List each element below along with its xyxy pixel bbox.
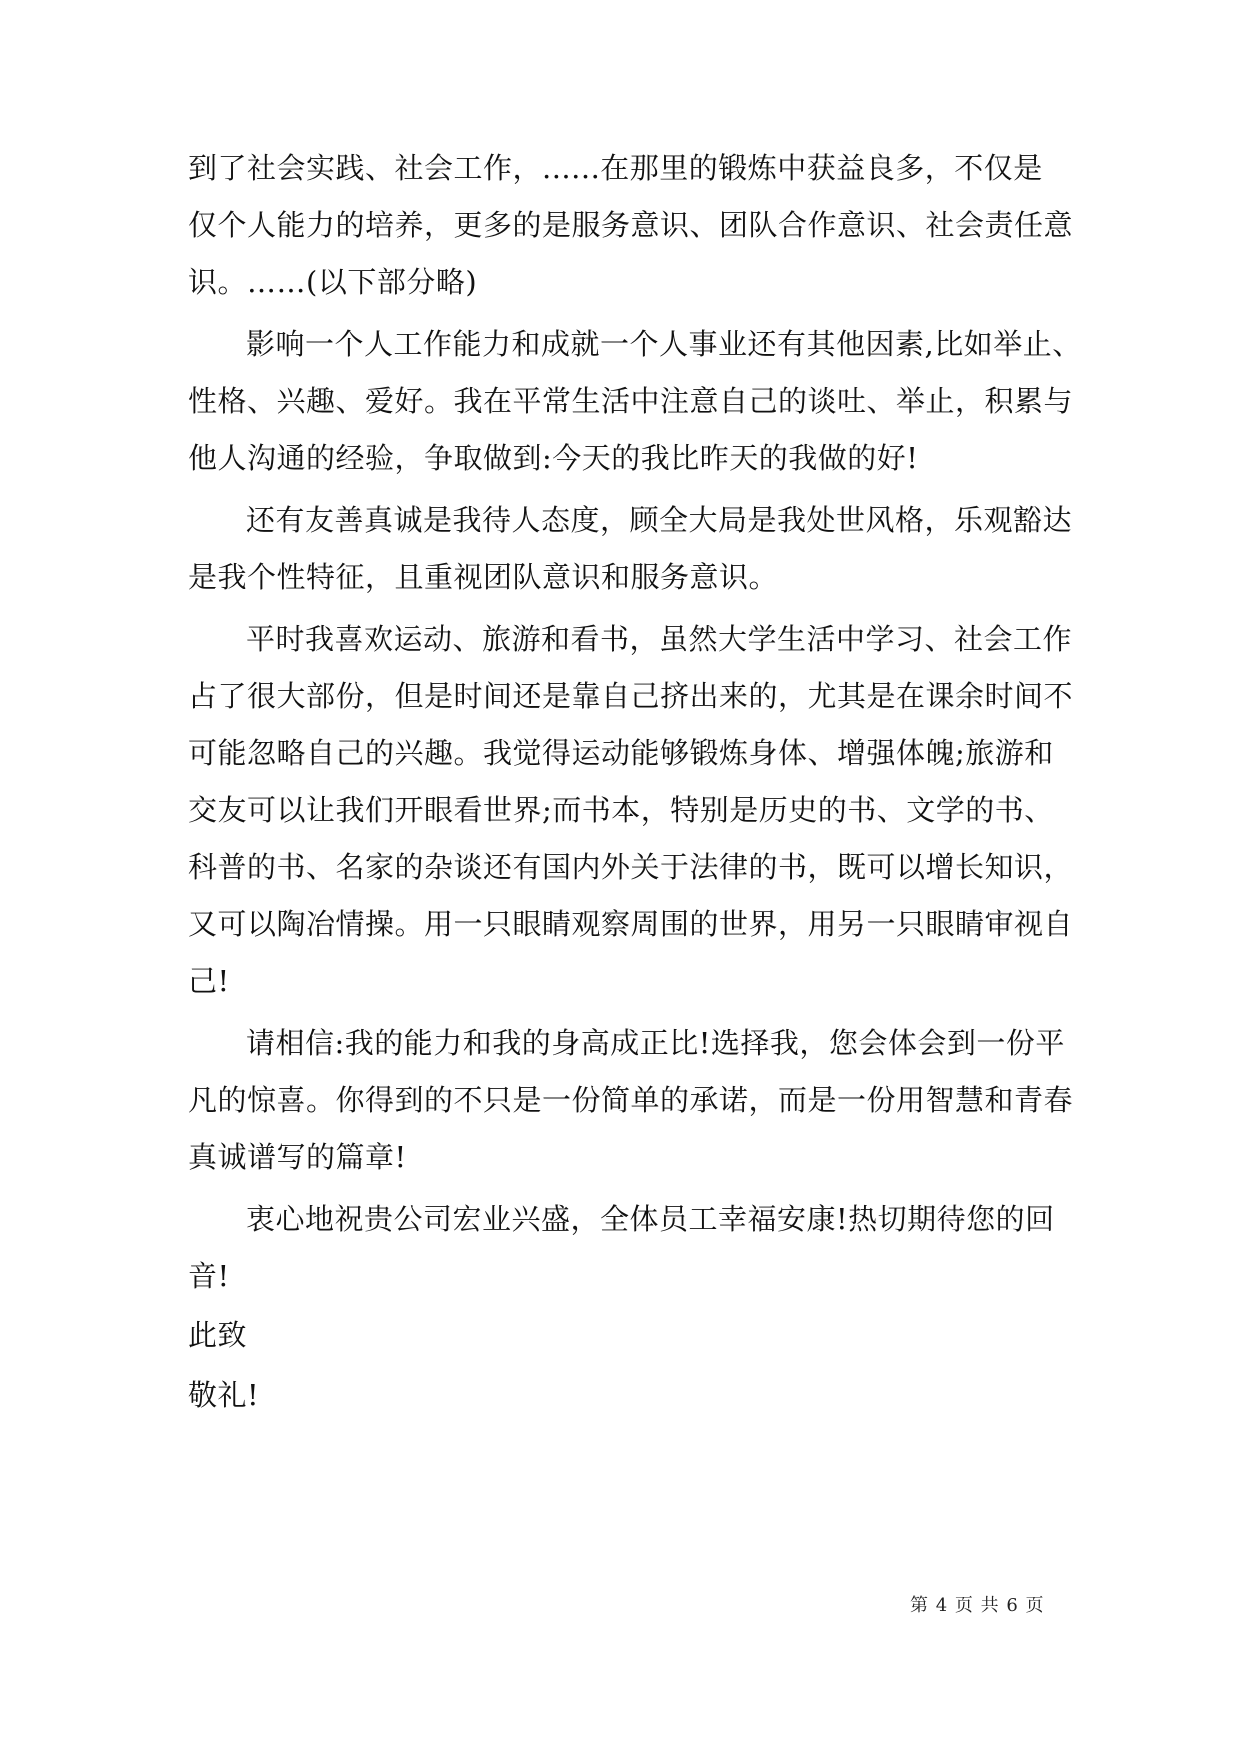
paragraph-start-line: 平时我喜欢运动、旅游和看书，虽然大学生活中学习、社会工作 [246, 622, 1073, 656]
paragraph-start-line: 影响一个人工作能力和成就一个人事业还有其他因素,比如举止、 [246, 327, 1082, 361]
text-line: 性格、兴趣、爱好。我在平常生活中注意自己的谈吐、举止，积累与 [188, 384, 1074, 418]
text-line: 是我个性特征，且重视团队意识和服务意识。 [188, 560, 779, 594]
paragraph-start-line: 还有友善真诚是我待人态度，顾全大局是我处世风格，乐观豁达 [246, 503, 1073, 537]
text-line: 又可以陶冶情操。用一只眼睛观察周围的世界，用另一只眼睛审视自 [188, 907, 1074, 941]
text-line: 可能忽略自己的兴趣。我觉得运动能够锻炼身体、增强体魄;旅游和 [188, 736, 1054, 770]
page-number-footer: 第 4 页 共 6 页 [910, 1595, 1045, 1616]
text-line: 识。……(以下部分略) [188, 265, 478, 299]
text-line: 凡的惊喜。你得到的不只是一份简单的承诺，而是一份用智慧和青春 [188, 1083, 1074, 1117]
text-line: 己! [188, 964, 230, 998]
closing-salutation: 敬礼! [188, 1378, 260, 1412]
text-line: 交友可以让我们开眼看世界;而书本，特别是历史的书、文学的书、 [188, 793, 1054, 827]
closing-line: 此致 [188, 1318, 248, 1352]
text-line: 音! [188, 1259, 230, 1293]
text-line: 真诚谱写的篇章! [188, 1140, 407, 1174]
paragraph-start-line: 衷心地祝贵公司宏业兴盛，全体员工幸福安康!热切期待您的回 [246, 1202, 1055, 1236]
text-line: 他人沟通的经验，争取做到:今天的我比昨天的我做的好! [188, 441, 919, 475]
text-line: 占了很大部份，但是时间还是靠自己挤出来的，尤其是在课余时间不 [188, 679, 1074, 713]
text-line: 到了社会实践、社会工作，......在那里的锻炼中获益良多，不仅是 [188, 151, 1043, 185]
paragraph-start-line: 请相信:我的能力和我的身高成正比!选择我，您会体会到一份平 [246, 1026, 1065, 1060]
text-line: 科普的书、名家的杂谈还有国内外关于法律的书，既可以增长知识， [188, 850, 1074, 884]
text-line: 仅个人能力的培养，更多的是服务意识、团队合作意识、社会责任意 [188, 208, 1074, 242]
